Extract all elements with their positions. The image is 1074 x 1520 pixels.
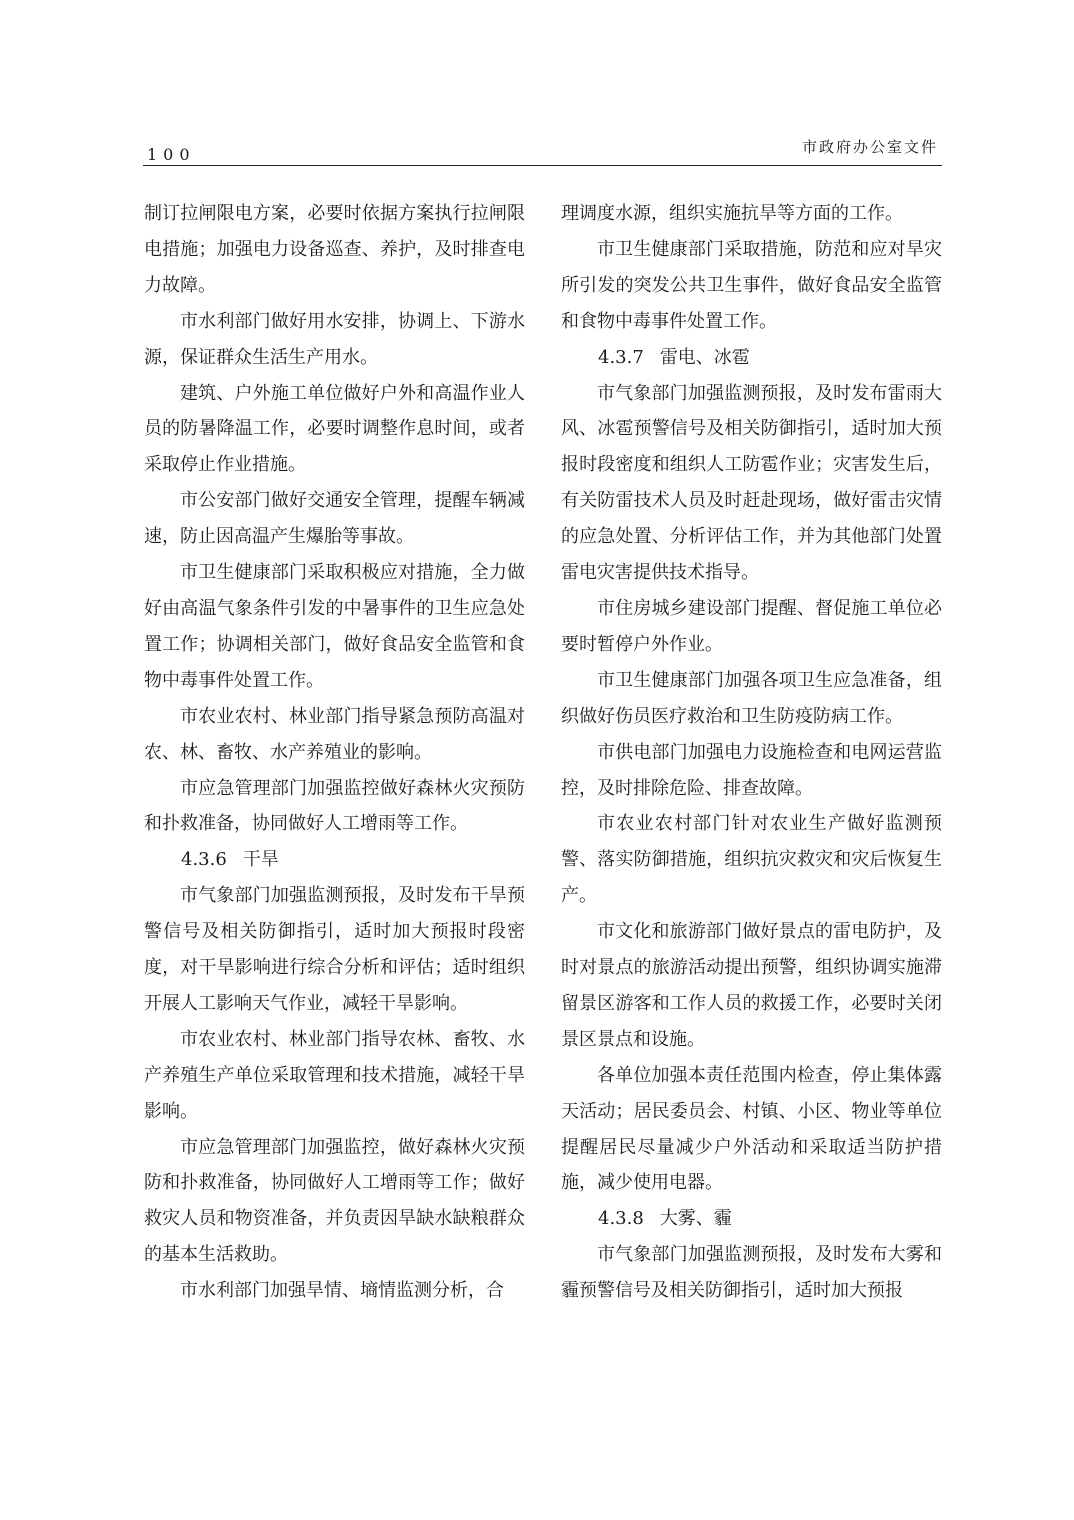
right-column [561, 196, 942, 1309]
paragraph: 市气象部门加强监测预报，及时发布大雾和霾预警信号及相关防御指引，适时加大预报 [561, 1244, 942, 1302]
paragraph: 市卫生健康部门加强各项卫生应急准备，组织做好伤员医疗救治和卫生防疫防病工作。 [561, 669, 942, 727]
paragraph: 制订拉闸限电方案，必要时依据方案执行拉闸限电措施；加强电力设备巡查、养护，及时排查电力故障。 [144, 203, 525, 296]
section-number: 4.3.8 [598, 1208, 644, 1230]
paragraph: 市应急管理部门加强监控做好森林火灾预防和扑救准备，协同做好人工增雨等工作。 [144, 777, 525, 835]
section-title: 雷电、冰雹 [659, 346, 750, 368]
paragraph: 市供电部门加强电力设施检查和电网运营监控，及时排除危险、排查故障。 [561, 741, 942, 799]
paragraph: 市水利部门加强旱情、墒情监测分析，合 [180, 1280, 504, 1302]
paragraph: 各单位加强本责任范围内检查，停止集体露天活动；居民委员会、村镇、小区、物业等单位提醒居民尽量减少户外活动和采取适当防护措施，减少使用电器。 [561, 1064, 942, 1194]
paragraph: 市卫生健康部门采取措施，防范和应对旱灾所引发的突发公共卫生事件，做好食品安全监管和食物中毒事件处置工作。 [561, 238, 942, 332]
section-number: 4.3.7 [598, 346, 644, 368]
paragraph: 市卫生健康部门采取积极应对措施，全力做好由高温气象条件引发的中暑事件的卫生应急处置工作；协调相关部门，做好食品安全监管和食物中毒事件处置工作。 [144, 562, 525, 691]
paragraph: 市文化和旅游部门做好景点的雷电防护，及时对景点的旅游活动提出预警，组织协调实施滞留景区游客和工作人员的救援工作，必要时关闭景区景点和设施。 [561, 921, 942, 1050]
paragraph: 市公安部门做好交通安全管理，提醒车辆减速，防止因高温产生爆胎等事故。 [144, 490, 525, 548]
section-heading [144, 842, 525, 878]
paragraph: 理调度水源，组织实施抗旱等方面的工作。 [561, 203, 903, 224]
paragraph: 市水利部门做好用水安排，协调上、下游水源，保证群众生活生产用水。 [144, 310, 525, 368]
paragraph: 市气象部门加强监测预报，及时发布雷雨大风、冰雹预警信号及相关防御指引，适时加大预报时段密度和组织人工防雹作业；灾害发生后，有关防雷技术人员及时赶赴现场，做好雷击灾情的应急处置、分析评估工作，并为其他部门处置雷电灾害提供技术指导。 [561, 382, 942, 584]
paragraph: 市农业农村、林业部门指导农林、畜牧、水产养殖生产单位采取管理和技术措施，减轻干旱影响。 [144, 1028, 525, 1122]
paragraph: 市应急管理部门加强监控，做好森林火灾预防和扑救准备，协同做好人工增雨等工作；做好救灾人员和物资准备，并负责因旱缺水缺粮群众的基本生活救助。 [144, 1136, 525, 1266]
section-title: 干旱 [242, 849, 279, 871]
section-number: 4.3.6 [181, 849, 227, 871]
paragraph: 市住房城乡建设部门提醒、督促施工单位必要时暂停户外作业。 [561, 597, 942, 655]
page-number: 100 [147, 145, 196, 164]
section-heading [561, 340, 942, 376]
header-title: 市政府办公室文件 [801, 138, 938, 156]
paragraph: 建筑、户外施工单位做好户外和高温作业人员的防暑降温工作，必要时调整作息时间，或者采取停止作业措施。 [144, 382, 525, 476]
section-heading [561, 1201, 942, 1237]
section-title: 大雾、霾 [659, 1208, 732, 1230]
paragraph: 市农业农村部门针对农业生产做好监测预警、落实防御措施，组织抗灾救灾和灾后恢复生产。 [561, 813, 942, 907]
header-rule [143, 165, 942, 166]
left-column [144, 196, 525, 1309]
paragraph: 市气象部门加强监测预报，及时发布干旱预警信号及相关防御指引，适时加大预报时段密度，对干旱影响进行综合分析和评估；适时组织开展人工影响天气作业，减轻干旱影响。 [144, 885, 525, 1014]
paragraph: 市农业农村、林业部门指导紧急预防高温对农、林、畜牧、水产养殖业的影响。 [144, 705, 525, 763]
